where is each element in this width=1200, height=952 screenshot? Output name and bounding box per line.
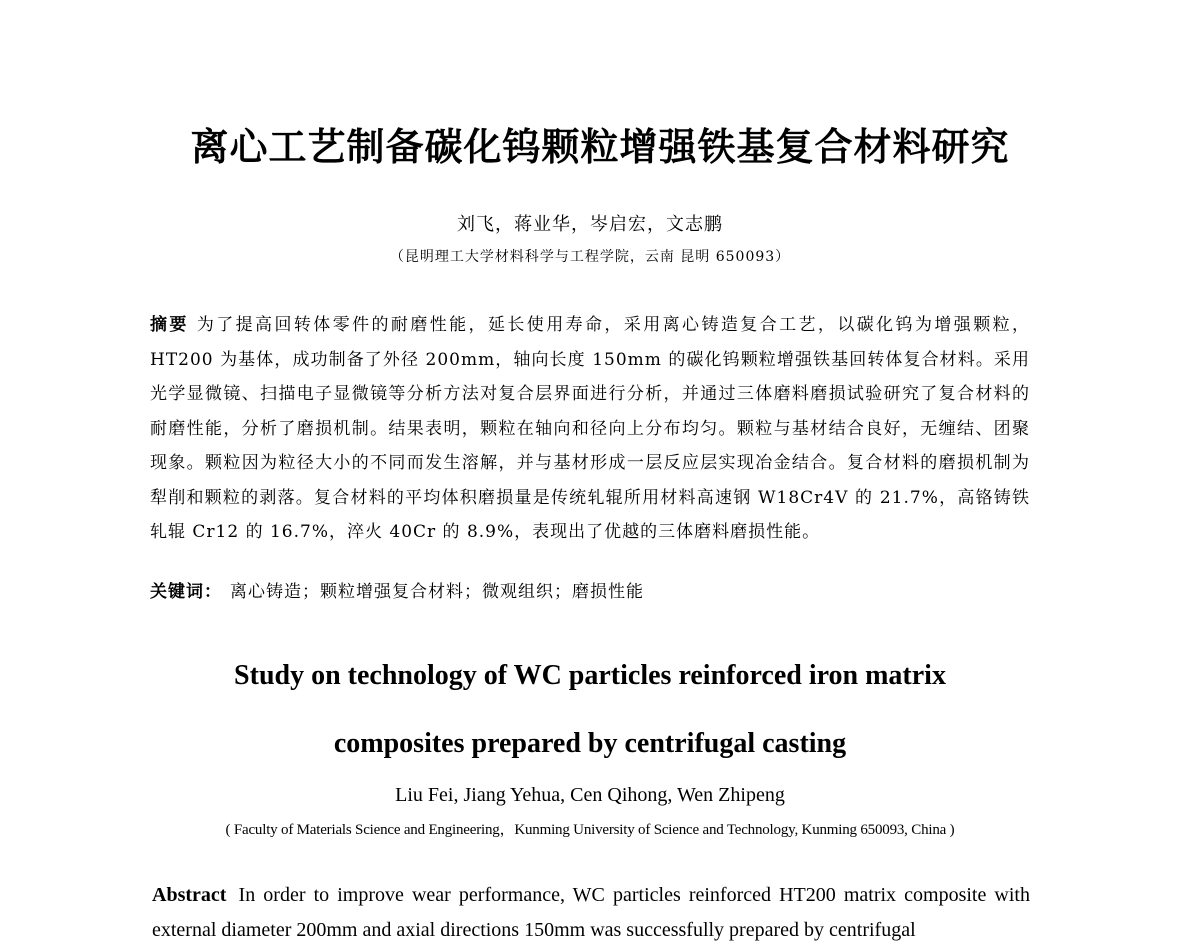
chinese-keywords xyxy=(150,577,1030,607)
english-abstract-label: Abstract xyxy=(152,884,227,906)
english-title-line-2: composites prepared by centrifugal casting xyxy=(333,728,847,759)
chinese-abstract-label: 摘要 xyxy=(150,315,189,335)
english-authors: Liu Fei, Jiang Yehua, Cen Qihong, Wen Zhipeng xyxy=(395,784,785,806)
english-title-line-1: Study on technology of WC particles reinforced iron matrix xyxy=(234,660,946,691)
chinese-abstract xyxy=(150,308,1030,550)
english-abstract-text: In order to improve wear performance, WC particles reinforced HT200 matrix composite with external diameter 200mm and axial directions 150mm was successfully prepared by centrifugal xyxy=(152,884,1030,941)
english-affiliation: ( Faculty of Materials Science and Engineering，Kunming University of Science and Technology, Kunming 650093, China ) xyxy=(225,822,955,838)
chinese-keywords-text: 离心铸造；颗粒增强复合材料；微观组织；磨损性能 xyxy=(230,582,644,602)
english-abstract xyxy=(152,878,1030,948)
chinese-keywords-label: 关键词： xyxy=(150,582,222,602)
chinese-authors: 刘飞，蒋业华，岑启宏，文志鹏 xyxy=(457,214,723,235)
chinese-affiliation: （昆明理工大学材料科学与工程学院，云南 昆明 650093） xyxy=(389,249,791,265)
chinese-abstract-text: 为了提高回转体零件的耐磨性能，延长使用寿命，采用离心铸造复合工艺，以碳化钨为增强颗粒，HT200 为基体，成功制备了外径 200mm，轴向长度 150mm 的碳化钨颗粒增强铁基回转体复合材料。采用光学显微镜、扫描电子显微镜等分析方法对复合层界面进行分析，并通过三体磨料磨损试验研究了复合材料的耐磨性能，分析了磨损机制。结果表明，颗粒在轴向和径向上分布均匀。颗粒与基材结合良好，无缠结、团聚现象。颗粒因为粒径大小的不同而发生溶解，并与基材形成一层反应层实现冶金结合。复合材料的磨损机制为犁削和颗粒的剥落。复合材料的平均体积磨损量是传统轧辊所用材料高速钢 W18Cr4V 的 21.7%，高铬铸铁轧辊 Cr12 的 16.7%，淬火 40Cr 的 8.9%，表现出了优越的三体磨料磨损性能。 xyxy=(150,315,1031,542)
chinese-title: 离心工艺制备碳化钨颗粒增强铁基复合材料研究 xyxy=(190,124,1010,169)
